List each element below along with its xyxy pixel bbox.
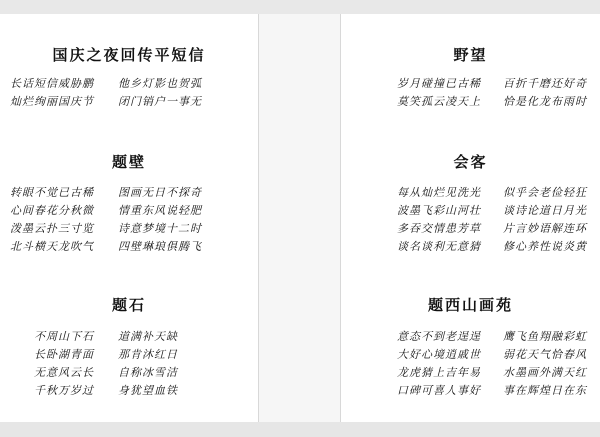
- left-page: [0, 14, 258, 422]
- bottom-status-strip: [0, 422, 600, 437]
- poem-line: 谈诗论道日月光: [503, 204, 587, 217]
- poem-column-left: [34, 328, 94, 400]
- poem-line: 口碑可喜人事好: [397, 384, 481, 397]
- poem-line: 每从灿烂见洗光: [397, 186, 481, 199]
- poem-title: 题壁: [111, 153, 146, 171]
- poem-column-left: [397, 328, 481, 400]
- poem-line: 修心养性说炎黄: [503, 240, 587, 253]
- poem-line: 百折千磨还好奇: [503, 77, 587, 90]
- poem-line: 谈名谈利无意猜: [397, 240, 481, 253]
- poem-line: 龙虎猜上吉年易: [397, 366, 481, 379]
- poem-column-right: [503, 328, 587, 400]
- poem-line: 波墨飞彩山河壮: [397, 204, 481, 217]
- poem-line: 事在辉煌日在东: [503, 384, 587, 397]
- poem-line: 泼墨云扑三寸览: [10, 222, 94, 235]
- poem-title: 国庆之夜回传平短信: [52, 46, 206, 64]
- poem-line: 片言妙语解连环: [503, 222, 587, 235]
- poem-line: 长话短信威胁鹏: [10, 77, 94, 90]
- poem-title: 会客: [453, 153, 488, 171]
- poem-line: 四壁琳琅俱腾飞: [118, 240, 202, 253]
- poem-line: 他乡灯影也贺弧: [118, 77, 202, 90]
- poem-column-right: [503, 75, 587, 111]
- poem-line: 不周山下石: [34, 330, 94, 343]
- poem-column-left: [397, 75, 481, 111]
- poem-line: 诗意梦境十二时: [118, 222, 202, 235]
- poem-line: 图画无日不探奇: [118, 186, 202, 199]
- poem-line: 岁月碰撞已古稀: [397, 77, 481, 90]
- poem-column-right: [118, 75, 202, 111]
- poem-line: 千秋万岁过: [34, 384, 94, 397]
- page-gutter: [258, 14, 341, 422]
- top-toolbar-strip: [0, 0, 600, 14]
- poem-line: 水墨画外满天红: [503, 366, 587, 379]
- poem-line: 恰是化龙布雨时: [503, 95, 587, 108]
- poem-line: 大好心境逍戚世: [397, 348, 481, 361]
- poem-line: 鹰飞鱼翔融彩虹: [503, 330, 587, 343]
- poem-line: 那肯沐红日: [118, 348, 178, 361]
- poem-line: 灿烂绚丽国庆节: [10, 95, 94, 108]
- poem-line: 道满补天缺: [118, 330, 178, 343]
- poem-column-left: [397, 184, 481, 256]
- poem-line: 闭门销户一事无: [118, 95, 202, 108]
- poem-line: 莫笑孤云凌天上: [397, 95, 481, 108]
- poem-line: 转眼不觉已古稀: [10, 186, 94, 199]
- poem-column-left: [10, 184, 94, 256]
- poem-column-right: [118, 328, 178, 400]
- poem-line: 意态不到老逞逞: [397, 330, 481, 343]
- poem-title: 题西山画苑: [427, 296, 513, 314]
- poem-column-right: [503, 184, 587, 256]
- poem-line: 自称冰雪洁: [118, 366, 178, 379]
- poem-line: 身犹望血铁: [118, 384, 178, 397]
- poem-line: 长卧湖青面: [34, 348, 94, 361]
- poem-line: 似乎会老俭轻狂: [503, 186, 587, 199]
- poem-column-left: [10, 75, 94, 111]
- poem-title: 野望: [453, 46, 488, 64]
- poem-line: 心间春花分秋微: [10, 204, 94, 217]
- poem-line: 多吞交情患芳草: [397, 222, 481, 235]
- poem-column-right: [118, 184, 202, 256]
- poem-line: 无意风云长: [34, 366, 94, 379]
- poem-title: 题石: [111, 296, 146, 314]
- right-page: [341, 14, 600, 422]
- poem-line: 北斗横天龙吹气: [10, 240, 94, 253]
- poem-line: 弱花天气恰春风: [503, 348, 587, 361]
- poem-line: 情重东风说轻肥: [118, 204, 202, 217]
